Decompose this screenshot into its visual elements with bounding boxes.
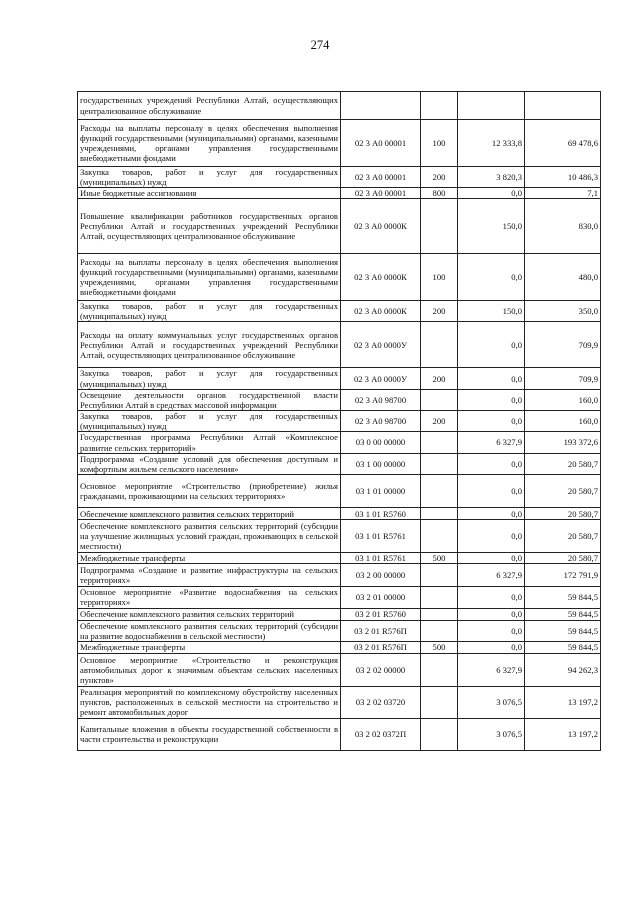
row-code: 02 3 А0 0000У — [341, 322, 421, 368]
row-amount-1: 0,0 — [458, 620, 525, 641]
row-code: 03 2 00 00000 — [341, 564, 421, 587]
row-amount-2: 10 486,3 — [525, 167, 601, 188]
row-amount-1: 0,0 — [458, 254, 525, 301]
row-name: Расходы на выплаты персоналу в целях обеспечения выполнения функций государственными (муниципальными) органами, казенными учреждениями, органами управления государственными внебюджетными фондами — [78, 254, 341, 301]
row-expense-type — [421, 454, 458, 475]
row-amount-1: 0,0 — [458, 410, 525, 431]
row-amount-2: 59 844,5 — [525, 620, 601, 641]
row-expense-type: 500 — [421, 641, 458, 653]
row-code: 03 1 01 R5761 — [341, 520, 421, 553]
row-amount-2: 160,0 — [525, 410, 601, 431]
row-name: Реализация мероприятий по комплексному обустройству населенных пунктов, расположенных в сельской местности на строительство и ремонт автомобильных дорог — [78, 686, 341, 718]
table-row — [78, 188, 601, 199]
row-amount-2: 172 791,9 — [525, 564, 601, 587]
table-row — [78, 322, 601, 368]
table-row — [78, 199, 601, 254]
row-amount-1: 3 820,3 — [458, 167, 525, 188]
row-expense-type: 800 — [421, 188, 458, 199]
row-expense-type — [421, 686, 458, 718]
row-name: Основное мероприятие «Строительство и реконструкция автомобильных дорог к значимым объектам сельских населенных пунктов» — [78, 653, 341, 686]
row-code: 03 2 02 0372П — [341, 718, 421, 750]
row-name: Основное мероприятие «Строительство (приобретение) жилья гражданами, проживающими на сельских территориях» — [78, 475, 341, 508]
row-amount-1: 0,0 — [458, 587, 525, 608]
page-number: 274 — [310, 38, 330, 52]
row-amount-2: 59 844,5 — [525, 641, 601, 653]
row-amount-1: 0,0 — [458, 454, 525, 475]
row-expense-type — [421, 475, 458, 508]
row-name: Обеспечение комплексного развития сельских территорий (субсидии на развитие водоснабжения в сельской местности) — [78, 620, 341, 641]
table-row — [78, 620, 601, 641]
row-expense-type — [421, 508, 458, 520]
row-code: 03 2 02 03720 — [341, 686, 421, 718]
row-code: 02 3 А0 0000К — [341, 254, 421, 301]
row-amount-2: 20 580,7 — [525, 508, 601, 520]
table-row — [78, 454, 601, 475]
row-amount-2: 13 197,2 — [525, 718, 601, 750]
row-amount-1: 0,0 — [458, 322, 525, 368]
row-expense-type — [421, 620, 458, 641]
table-row — [78, 120, 601, 167]
row-code: 02 3 А0 0000К — [341, 301, 421, 322]
budget-table — [77, 91, 601, 751]
row-name: Межбюджетные трансферты — [78, 641, 341, 653]
row-name: Расходы на выплаты персоналу в целях обеспечения выполнения функций государственными (муниципальными) органами, казенными учреждениями, органами управления государственными внебюджетными фондами — [78, 120, 341, 167]
row-amount-1: 150,0 — [458, 301, 525, 322]
table-row — [78, 475, 601, 508]
row-expense-type: 500 — [421, 553, 458, 564]
row-name: Подпрограмма «Создание условий для обеспечения доступным и комфортным жильем сельского населения» — [78, 454, 341, 475]
row-expense-type — [421, 587, 458, 608]
row-expense-type — [421, 718, 458, 750]
row-name: Закупка товаров, работ и услуг для государственных (муниципальных) нужд — [78, 410, 341, 431]
row-code: 02 3 А0 0000У — [341, 368, 421, 389]
row-amount-1: 0,0 — [458, 508, 525, 520]
row-amount-2: 20 580,7 — [525, 475, 601, 508]
row-expense-type — [421, 564, 458, 587]
row-expense-type: 100 — [421, 120, 458, 167]
row-expense-type — [421, 322, 458, 368]
row-name: Освещение деятельности органов государственной власти Республики Алтай в средствах массовой информации — [78, 389, 341, 410]
row-amount-1: 150,0 — [458, 199, 525, 254]
row-amount-2: 94 262,3 — [525, 653, 601, 686]
table-row — [78, 653, 601, 686]
row-code: 03 1 00 00000 — [341, 454, 421, 475]
row-amount-1: 12 333,8 — [458, 120, 525, 167]
row-amount-1: 0,0 — [458, 368, 525, 389]
row-amount-2: 20 580,7 — [525, 454, 601, 475]
row-name: Закупка товаров, работ и услуг для государственных (муниципальных) нужд — [78, 368, 341, 389]
row-name: Капитальные вложения в объекты государственной собственности в части строительства и реконструкции — [78, 718, 341, 750]
row-amount-1: 6 327,9 — [458, 432, 525, 454]
row-amount-2: 830,0 — [525, 199, 601, 254]
table-row — [78, 553, 601, 564]
table-row — [78, 368, 601, 389]
table-row — [78, 587, 601, 608]
row-amount-1 — [458, 92, 525, 120]
table-row — [78, 520, 601, 553]
table-row — [78, 508, 601, 520]
row-expense-type — [421, 608, 458, 620]
row-name: Межбюджетные трансферты — [78, 553, 341, 564]
table-row — [78, 301, 601, 322]
row-expense-type — [421, 653, 458, 686]
row-name: Подпрограмма «Создание и развитие инфраструктуры на сельских территориях» — [78, 564, 341, 587]
row-code: 02 3 А0 00001 — [341, 167, 421, 188]
row-amount-2 — [525, 92, 601, 120]
row-expense-type — [421, 92, 458, 120]
row-amount-2: 709,9 — [525, 368, 601, 389]
row-code: 03 2 01 00000 — [341, 587, 421, 608]
table-row — [78, 718, 601, 750]
row-code: 02 3 А0 98700 — [341, 389, 421, 410]
row-code: 03 2 02 00000 — [341, 653, 421, 686]
row-name: Расходы на оплату коммунальных услуг государственных органов Республики Алтай и государственных учреждений Республики Алтай, осуществляющих централизованное обслуживание — [78, 322, 341, 368]
row-name: Обеспечение комплексного развития сельских территорий (субсидии на улучшение жилищных условий граждан, проживающих в сельской местности) — [78, 520, 341, 553]
row-amount-1: 3 076,5 — [458, 686, 525, 718]
row-expense-type: 100 — [421, 254, 458, 301]
row-code: 03 2 01 R5760 — [341, 608, 421, 620]
row-name: Государственная программа Республики Алтай «Комплексное развитие сельских территорий» — [78, 432, 341, 454]
row-name: Закупка товаров, работ и услуг для государственных (муниципальных) нужд — [78, 167, 341, 188]
row-code: 03 2 01 R576П — [341, 620, 421, 641]
row-code: 03 1 01 R5761 — [341, 553, 421, 564]
row-code: 02 3 А0 00001 — [341, 188, 421, 199]
table-row — [78, 389, 601, 410]
row-name: Закупка товаров, работ и услуг для государственных (муниципальных) нужд — [78, 301, 341, 322]
row-amount-1: 0,0 — [458, 188, 525, 199]
row-amount-2: 480,0 — [525, 254, 601, 301]
row-amount-2: 13 197,2 — [525, 686, 601, 718]
row-amount-1: 0,0 — [458, 475, 525, 508]
table-row — [78, 432, 601, 454]
row-amount-1: 6 327,9 — [458, 564, 525, 587]
table-row — [78, 686, 601, 718]
row-amount-2: 160,0 — [525, 389, 601, 410]
row-expense-type — [421, 199, 458, 254]
row-amount-1: 0,0 — [458, 641, 525, 653]
row-amount-2: 59 844,5 — [525, 608, 601, 620]
row-amount-1: 0,0 — [458, 389, 525, 410]
row-amount-2: 7,1 — [525, 188, 601, 199]
row-expense-type: 200 — [421, 368, 458, 389]
row-code: 03 2 01 R576П — [341, 641, 421, 653]
row-code: 03 0 00 00000 — [341, 432, 421, 454]
row-expense-type — [421, 432, 458, 454]
row-code: 03 1 01 R5760 — [341, 508, 421, 520]
table-row — [78, 410, 601, 431]
table-row — [78, 608, 601, 620]
row-code: 02 3 А0 00001 — [341, 120, 421, 167]
table-row — [78, 92, 601, 120]
row-amount-1: 0,0 — [458, 520, 525, 553]
row-name: государственных учреждений Республики Алтай, осуществляющих централизованное обслуживание — [78, 92, 341, 120]
row-amount-2: 350,0 — [525, 301, 601, 322]
row-expense-type: 200 — [421, 410, 458, 431]
row-name: Повышение квалификации работников государственных органов Республики Алтай и государственных учреждений Республики Алтай, осуществляющих централизованное обслуживание — [78, 199, 341, 254]
row-name: Основное мероприятие «Развитие водоснабжения на сельских территориях» — [78, 587, 341, 608]
row-amount-2: 709,9 — [525, 322, 601, 368]
row-name: Иные бюджетные ассигнования — [78, 188, 341, 199]
row-name: Обеспечение комплексного развития сельских территорий — [78, 508, 341, 520]
row-amount-2: 59 844,5 — [525, 587, 601, 608]
row-name: Обеспечение комплексного развития сельских территорий — [78, 608, 341, 620]
table-row — [78, 167, 601, 188]
row-expense-type — [421, 389, 458, 410]
row-amount-1: 0,0 — [458, 553, 525, 564]
row-expense-type — [421, 520, 458, 553]
row-amount-2: 69 478,6 — [525, 120, 601, 167]
row-amount-2: 20 580,7 — [525, 520, 601, 553]
row-code: 02 3 А0 98700 — [341, 410, 421, 431]
row-amount-2: 20 580,7 — [525, 553, 601, 564]
row-code: 03 1 01 00000 — [341, 475, 421, 508]
table-row — [78, 564, 601, 587]
row-code — [341, 92, 421, 120]
row-expense-type: 200 — [421, 301, 458, 322]
row-amount-2: 193 372,6 — [525, 432, 601, 454]
table-row — [78, 254, 601, 301]
row-code: 02 3 А0 0000К — [341, 199, 421, 254]
row-amount-1: 6 327,9 — [458, 653, 525, 686]
table-row — [78, 641, 601, 653]
row-amount-1: 0,0 — [458, 608, 525, 620]
row-amount-1: 3 076,5 — [458, 718, 525, 750]
row-expense-type: 200 — [421, 167, 458, 188]
